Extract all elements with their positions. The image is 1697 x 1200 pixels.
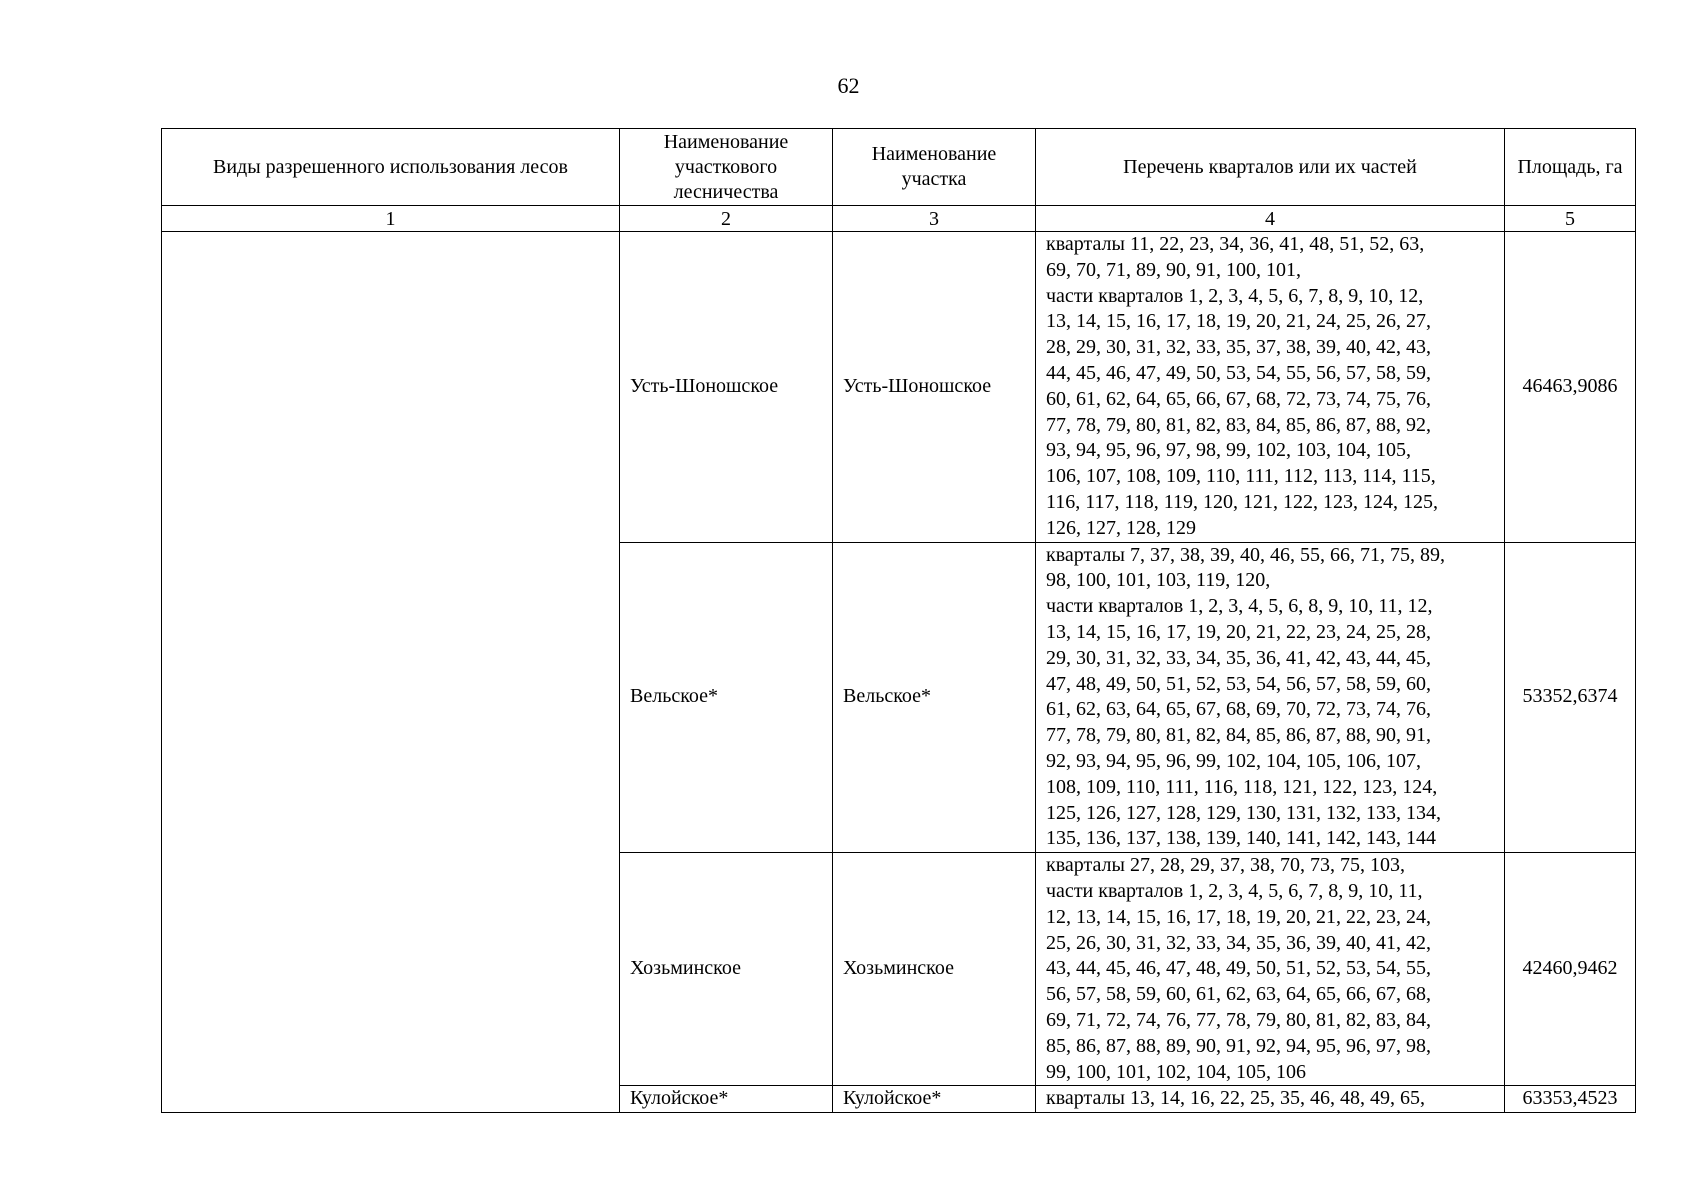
quarters-line: 47, 48, 49, 50, 51, 52, 53, 54, 56, 57, 58, 59, 60,: [1046, 672, 1431, 695]
quarters-line: 61, 62, 63, 64, 65, 67, 68, 69, 70, 72, 73, 74, 76,: [1046, 698, 1431, 721]
quarters-list-cell: [1036, 232, 1505, 543]
quarters-line: 85, 86, 87, 88, 89, 90, 91, 92, 94, 95, 96, 97, 98,: [1046, 1034, 1431, 1057]
quarters-line: 12, 13, 14, 15, 16, 17, 18, 19, 20, 21, 22, 23, 24,: [1046, 905, 1431, 928]
area-cell: 53352,6374: [1505, 542, 1636, 853]
quarters-line: 29, 30, 31, 32, 33, 34, 35, 36, 41, 42, 43, 44, 45,: [1046, 646, 1431, 669]
header-quarters-list: Перечень кварталов или их частей: [1036, 129, 1505, 206]
table-row: [162, 232, 1636, 543]
column-number: 5: [1505, 206, 1636, 232]
forest-use-table: [161, 128, 1636, 1113]
site-name-cell: Хозьминское: [833, 853, 1036, 1086]
quarters-line: 126, 127, 128, 129: [1046, 516, 1196, 539]
quarters-line: кварталы 7, 37, 38, 39, 40, 46, 55, 66, 71, 75, 89,: [1046, 543, 1445, 566]
column-number: 1: [162, 206, 620, 232]
district-forestry-cell: Хозьминское: [620, 853, 833, 1086]
header-row: [162, 129, 1636, 206]
quarters-line: 28, 29, 30, 31, 32, 33, 35, 37, 38, 39, 40, 42, 43,: [1046, 336, 1431, 359]
quarters-line: 98, 100, 101, 103, 119, 120,: [1046, 569, 1271, 592]
use-type-cell: [162, 232, 620, 1113]
quarters-line: 43, 44, 45, 46, 47, 48, 49, 50, 51, 52, 53, 54, 55,: [1046, 957, 1431, 980]
quarters-line: 92, 93, 94, 95, 96, 99, 102, 104, 105, 106, 107,: [1046, 749, 1421, 772]
site-name-cell: Усть-Шоношское: [833, 232, 1036, 543]
site-name-cell: Вельское*: [833, 542, 1036, 853]
quarters-line: 13, 14, 15, 16, 17, 19, 20, 21, 22, 23, 24, 25, 28,: [1046, 620, 1431, 643]
header-district-forestry: Наименование участкового лесничества: [620, 129, 833, 206]
quarters-line: 125, 126, 127, 128, 129, 130, 131, 132, 133, 134,: [1046, 801, 1441, 824]
site-name-cell: Кулойское*: [833, 1086, 1036, 1113]
quarters-line: кварталы 13, 14, 16, 22, 25, 35, 46, 48, 49, 65,: [1046, 1087, 1425, 1110]
page-number: 62: [837, 73, 860, 98]
column-number: 4: [1036, 206, 1505, 232]
quarters-list-cell: [1036, 1086, 1505, 1113]
quarters-line: 99, 100, 101, 102, 104, 105, 106: [1046, 1060, 1306, 1083]
quarters-line: 77, 78, 79, 80, 81, 82, 84, 85, 86, 87, 88, 90, 91,: [1046, 724, 1431, 747]
quarters-line: 106, 107, 108, 109, 110, 111, 112, 113, 114, 115,: [1046, 465, 1436, 488]
quarters-list-cell: [1036, 542, 1505, 853]
district-forestry-cell: Усть-Шоношское: [620, 232, 833, 543]
column-number-row: [162, 206, 1636, 232]
quarters-line: 93, 94, 95, 96, 97, 98, 99, 102, 103, 104, 105,: [1046, 439, 1411, 462]
district-forestry-cell: Кулойское*: [620, 1086, 833, 1113]
quarters-list-cell: [1036, 853, 1505, 1086]
quarters-line: 25, 26, 30, 31, 32, 33, 34, 35, 36, 39, 40, 41, 42,: [1046, 931, 1431, 954]
quarters-line: 60, 61, 62, 64, 65, 66, 67, 68, 72, 73, 74, 75, 76,: [1046, 387, 1431, 410]
quarters-line: 77, 78, 79, 80, 81, 82, 83, 84, 85, 86, 87, 88, 92,: [1046, 413, 1431, 436]
quarters-line: 69, 70, 71, 89, 90, 91, 100, 101,: [1046, 258, 1301, 281]
district-forestry-cell: Вельское*: [620, 542, 833, 853]
column-number: 2: [620, 206, 833, 232]
quarters-line: 44, 45, 46, 47, 49, 50, 53, 54, 55, 56, 57, 58, 59,: [1046, 361, 1431, 384]
quarters-line: 56, 57, 58, 59, 60, 61, 62, 63, 64, 65, 66, 67, 68,: [1046, 983, 1431, 1006]
area-cell: 46463,9086: [1505, 232, 1636, 543]
area-cell: 42460,9462: [1505, 853, 1636, 1086]
quarters-line: кварталы 27, 28, 29, 37, 38, 70, 73, 75, 103,: [1046, 854, 1405, 877]
header-area: Площадь, га: [1505, 129, 1636, 206]
quarters-line: части кварталов 1, 2, 3, 4, 5, 6, 7, 8, 9, 10, 11,: [1046, 879, 1423, 902]
column-number: 3: [833, 206, 1036, 232]
quarters-line: части кварталов 1, 2, 3, 4, 5, 6, 8, 9, 10, 11, 12,: [1046, 595, 1433, 618]
quarters-line: кварталы 11, 22, 23, 34, 36, 41, 48, 51, 52, 63,: [1046, 233, 1425, 255]
quarters-line: 135, 136, 137, 138, 139, 140, 141, 142, 143, 144: [1046, 827, 1436, 850]
quarters-line: 13, 14, 15, 16, 17, 18, 19, 20, 21, 24, 25, 26, 27,: [1046, 310, 1431, 333]
header-site-name: Наименование участка: [833, 129, 1036, 206]
header-use-type: Виды разрешенного использования лесов: [162, 129, 620, 206]
quarters-line: 116, 117, 118, 119, 120, 121, 122, 123, 124, 125,: [1046, 490, 1439, 513]
quarters-line: 69, 71, 72, 74, 76, 77, 78, 79, 80, 81, 82, 83, 84,: [1046, 1008, 1431, 1031]
quarters-line: части кварталов 1, 2, 3, 4, 5, 6, 7, 8, 9, 10, 12,: [1046, 284, 1424, 307]
area-cell: 63353,4523: [1505, 1086, 1636, 1113]
quarters-line: 108, 109, 110, 111, 116, 118, 121, 122, 123, 124,: [1046, 775, 1438, 798]
